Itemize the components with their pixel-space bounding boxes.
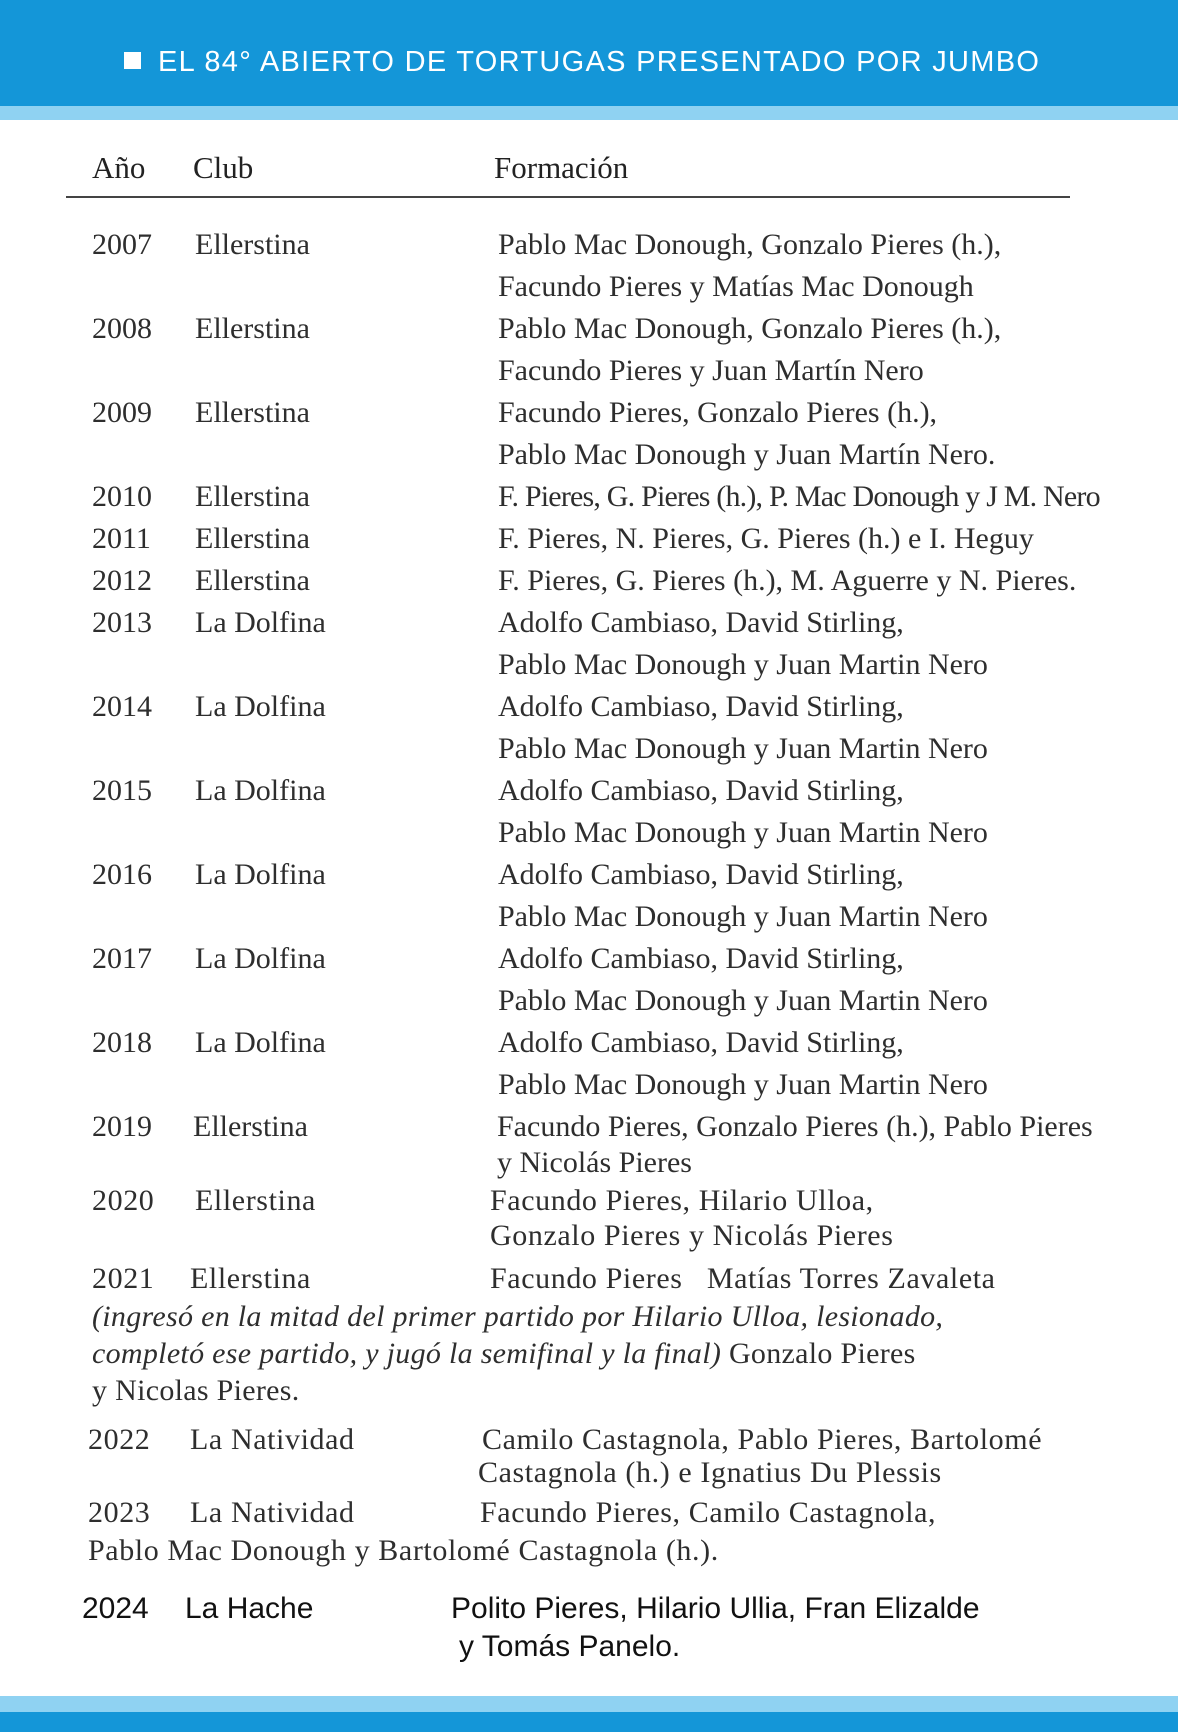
row-lineup-line: Gonzalo Pieres y Nicolás Pieres	[490, 1219, 894, 1252]
row-lineup-line: Pablo Mac Donough, Gonzalo Pieres (h.),	[498, 312, 1002, 345]
row-club: Ellerstina	[195, 312, 310, 345]
row-club: La Dolfina	[195, 1026, 326, 1059]
row-lineup-line: Pablo Mac Donough y Juan Martin Nero	[498, 648, 988, 681]
row-year: 2015	[92, 774, 152, 807]
row-lineup-line: Pablo Mac Donough, Gonzalo Pieres (h.),	[498, 228, 1002, 261]
row-club: La Dolfina	[195, 858, 326, 891]
row-club: Ellerstina	[195, 396, 310, 429]
row-year: 2021	[92, 1262, 155, 1295]
column-header-lineup: Formación	[494, 150, 629, 185]
header-stripe	[0, 106, 1178, 120]
footer-bar	[0, 1712, 1178, 1732]
row-club: Ellerstina	[190, 1262, 311, 1295]
row-note-line: y Nicolas Pieres.	[92, 1374, 300, 1407]
row-lineup-line: Facundo Pieres, Gonzalo Pieres (h.), Pablo Pieres	[497, 1110, 1093, 1143]
row-lineup-line: Pablo Mac Donough y Bartolomé Castagnola (h.).	[88, 1534, 719, 1567]
row-year: 2009	[92, 396, 152, 429]
row-year: 2022	[88, 1423, 151, 1456]
row-note-line	[92, 1339, 916, 1369]
row-note-rest: Gonzalo Pieres	[721, 1337, 916, 1370]
row-club: Ellerstina	[195, 480, 310, 513]
row-year: 2012	[92, 564, 152, 597]
row-year: 2013	[92, 606, 152, 639]
row-club: Ellerstina	[195, 522, 310, 555]
square-bullet-icon	[124, 52, 141, 69]
row-lineup-line: Adolfo Cambiaso, David Stirling,	[498, 942, 904, 975]
row-club: Ellerstina	[193, 1110, 308, 1143]
row-lineup-line: Pablo Mac Donough y Juan Martín Nero.	[498, 438, 996, 471]
row-club: La Hache	[185, 1592, 314, 1625]
row-lineup-line: Castagnola (h.) e Ignatius Du Plessis	[478, 1456, 942, 1489]
page-title	[124, 48, 1040, 77]
row-lineup-line: Adolfo Cambiaso, David Stirling,	[498, 1026, 904, 1059]
row-lineup-line: Polito Pieres, Hilario Ullia, Fran Elizalde	[451, 1592, 980, 1625]
row-note-italic: completó ese partido, y jugó la semifinal y la final)	[92, 1337, 722, 1370]
header-divider	[66, 196, 1070, 198]
row-club: La Dolfina	[195, 774, 326, 807]
row-year: 2019	[92, 1110, 152, 1143]
row-lineup-line: Pablo Mac Donough y Juan Martin Nero	[498, 816, 988, 849]
row-lineup-line: Pablo Mac Donough y Juan Martin Nero	[498, 984, 988, 1017]
footer-stripe	[0, 1696, 1178, 1712]
row-lineup-line: Adolfo Cambiaso, David Stirling,	[498, 690, 904, 723]
row-year: 2007	[92, 228, 152, 261]
column-header-year: Año	[92, 150, 146, 185]
row-year: 2018	[92, 1026, 152, 1059]
row-year: 2016	[92, 858, 152, 891]
row-club: La Natividad	[190, 1496, 355, 1529]
row-lineup-line: Pablo Mac Donough y Juan Martin Nero	[498, 1068, 988, 1101]
row-lineup-line: y Nicolás Pieres	[497, 1146, 692, 1179]
row-lineup-line: Facundo Pieres Matías Torres Zavaleta	[490, 1262, 996, 1295]
row-club: La Dolfina	[195, 606, 326, 639]
row-lineup-line: Facundo Pieres, Hilario Ulloa,	[490, 1184, 874, 1217]
row-year: 2024	[82, 1592, 149, 1625]
row-lineup-line: Facundo Pieres y Matías Mac Donough	[498, 270, 974, 303]
row-year: 2008	[92, 312, 152, 345]
row-year: 2023	[88, 1496, 151, 1529]
column-header-club: Club	[193, 150, 254, 185]
row-lineup-line: Facundo Pieres, Camilo Castagnola,	[480, 1496, 937, 1529]
row-year: 2010	[92, 480, 152, 513]
page-title-text: EL 84° ABIERTO DE TORTUGAS PRESENTADO POR JUMBO	[158, 46, 1041, 78]
row-club: La Natividad	[190, 1423, 355, 1456]
row-lineup-line: Facundo Pieres, Gonzalo Pieres (h.),	[498, 396, 938, 429]
row-lineup-line: Adolfo Cambiaso, David Stirling,	[498, 858, 904, 891]
row-lineup-line: Pablo Mac Donough y Juan Martin Nero	[498, 732, 988, 765]
row-club: Ellerstina	[195, 564, 310, 597]
row-note-line: (ingresó en la mitad del primer partido por Hilario Ulloa, lesionado,	[92, 1300, 944, 1333]
row-year: 2011	[92, 522, 151, 555]
row-club: La Dolfina	[195, 942, 326, 975]
row-lineup-line: F. Pieres, G. Pieres (h.), P. Mac Donough y J M. Nero	[498, 480, 1100, 513]
row-lineup-line: Adolfo Cambiaso, David Stirling,	[498, 606, 904, 639]
row-year: 2017	[92, 942, 152, 975]
row-lineup-line: F. Pieres, N. Pieres, G. Pieres (h.) e I. Heguy	[498, 522, 1034, 555]
row-club: Ellerstina	[195, 1184, 316, 1217]
row-lineup-line: y Tomás Panelo.	[459, 1630, 681, 1663]
row-lineup-line: F. Pieres, G. Pieres (h.), M. Aguerre y N. Pieres.	[498, 564, 1077, 597]
row-lineup-line: Facundo Pieres y Juan Martín Nero	[498, 354, 924, 387]
row-lineup-line: Pablo Mac Donough y Juan Martin Nero	[498, 900, 988, 933]
row-lineup-line: Camilo Castagnola, Pablo Pieres, Bartolomé	[482, 1423, 1043, 1456]
row-year: 2020	[92, 1184, 155, 1217]
row-lineup-line: Adolfo Cambiaso, David Stirling,	[498, 774, 904, 807]
row-club: La Dolfina	[195, 690, 326, 723]
row-year: 2014	[92, 690, 152, 723]
row-club: Ellerstina	[195, 228, 310, 261]
